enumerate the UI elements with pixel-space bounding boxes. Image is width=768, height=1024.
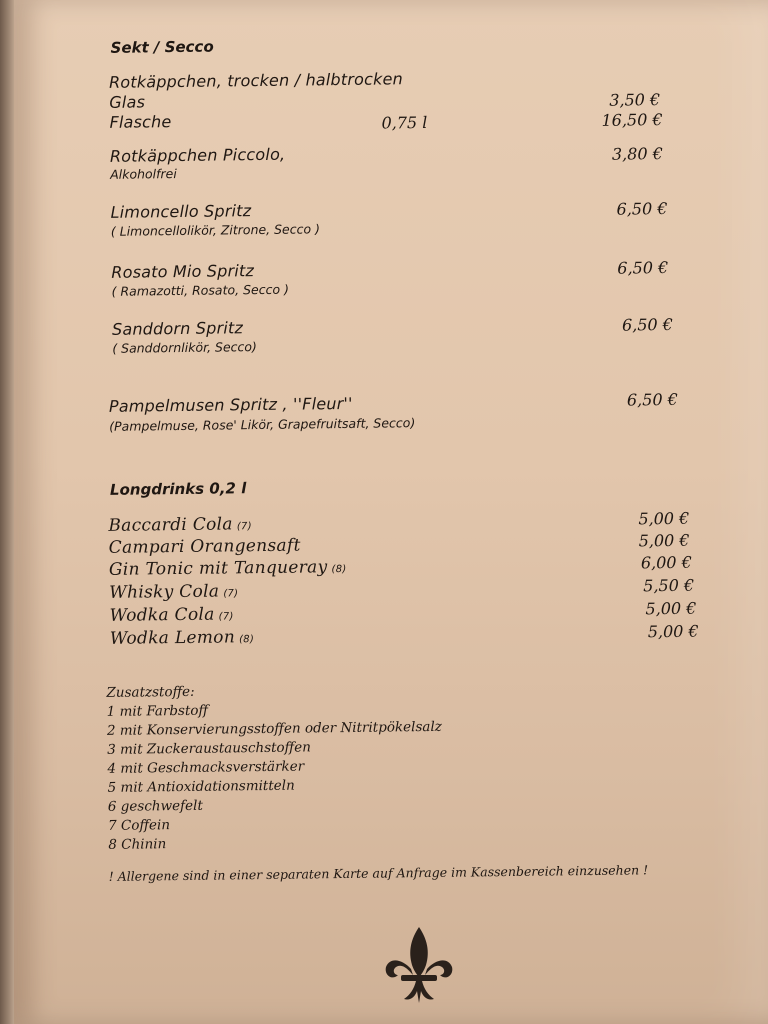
longdrink-price: 5,50 € (643, 575, 695, 596)
sekt-heading: Sekt / Secco (110, 37, 214, 57)
zusatzstoff-item: 4 mit Geschmacksverstärker (107, 758, 305, 777)
rotkaeppchen-name: Rotkäppchen, trocken / halbtrocken (108, 69, 404, 92)
sanddorn-sub: ( Sanddornlikör, Secco) (112, 339, 257, 356)
zusatzstoff-item: 3 mit Zuckeraustauschstoffen (107, 739, 311, 758)
longdrink-name (109, 557, 347, 580)
limoncello-price: 6,50 € (616, 199, 668, 219)
menu-sheet (14, 0, 768, 1024)
longdrink-name (109, 581, 238, 603)
fleur-de-lis-shape (386, 927, 453, 1003)
longdrink-name (109, 604, 233, 626)
zusatzstoff-item: 5 mit Antioxidationsmitteln (107, 777, 295, 796)
piccolo-sub: Alkoholfrei (110, 166, 177, 182)
allergen-note: ! Allergene sind in einer separaten Karte auf Anfrage im Kassenbereich einzusehen ! (108, 862, 649, 884)
zusatzstoff-item: 2 mit Konservierungsstoffen oder Nitritpökelsalz (106, 718, 442, 739)
longdrink-name (109, 535, 305, 557)
zusatzstoff-item: 1 mit Farbstoff (106, 702, 209, 720)
glas-price: 3,50 € (609, 90, 661, 110)
glas-label: Glas (109, 92, 146, 112)
longdrink-name (108, 514, 252, 536)
fleur-de-lis-icon (384, 925, 454, 1005)
piccolo-name: Rotkäppchen Piccolo, (109, 144, 286, 166)
zusatzstoffe-heading: Zusatzstoffe: (106, 683, 195, 701)
longdrink-label: Whisky Cola (109, 581, 220, 603)
pampelmusen-price: 6,50 € (626, 389, 678, 410)
piccolo-price: 3,80 € (611, 144, 663, 164)
longdrink-price: 5,00 € (645, 598, 697, 619)
additive-ref: (8) (331, 563, 347, 576)
longdrink-price: 5,00 € (638, 508, 690, 529)
pampelmusen-name: Pampelmusen Spritz , ''Fleur'' (108, 393, 353, 416)
sanddorn-price: 6,50 € (621, 314, 674, 335)
rosato-sub: ( Ramazotti, Rosato, Secco ) (111, 281, 289, 299)
limoncello-sub: ( Limoncellolikör, Zitrone, Secco ) (110, 221, 321, 239)
longdrink-name (110, 627, 255, 649)
additive-ref: (8) (239, 634, 255, 646)
menu-page (14, 0, 768, 1024)
longdrink-label: Wodka Cola (109, 604, 215, 626)
longdrink-price: 6,00 € (640, 552, 692, 573)
flasche-volume: 0,75 l (381, 112, 428, 133)
limoncello-name: Limoncello Spritz (110, 201, 252, 222)
longdrink-label: Wodka Lemon (109, 627, 236, 649)
longdrink-label: Baccardi Cola (108, 514, 233, 536)
rosato-price: 6,50 € (617, 258, 669, 278)
zusatzstoff-item: 7 Coffein (107, 817, 171, 834)
pampelmusen-sub: (Pampelmuse, Rose' Likör, Grapefruitsaft, Secco) (109, 415, 416, 434)
additive-ref: (7) (218, 611, 234, 623)
flasche-label: Flasche (109, 112, 172, 132)
additive-ref: (7) (223, 588, 239, 600)
longdrink-price: 5,00 € (647, 621, 699, 642)
sanddorn-name: Sanddorn Spritz (111, 318, 244, 339)
longdrinks-heading: Longdrinks 0,2 l (109, 479, 247, 499)
zusatzstoff-item: 6 geschwefelt (107, 797, 203, 815)
zusatzstoff-item: 8 Chinin (108, 836, 167, 853)
longdrink-label: Campari Orangensaft (108, 535, 301, 558)
flasche-price: 16,50 € (601, 110, 663, 130)
additive-ref: (7) (236, 521, 252, 533)
longdrink-label: Gin Tonic mit Tanqueray (108, 557, 328, 580)
longdrink-price: 5,00 € (638, 530, 690, 551)
rosato-name: Rosato Mio Spritz (111, 261, 255, 282)
